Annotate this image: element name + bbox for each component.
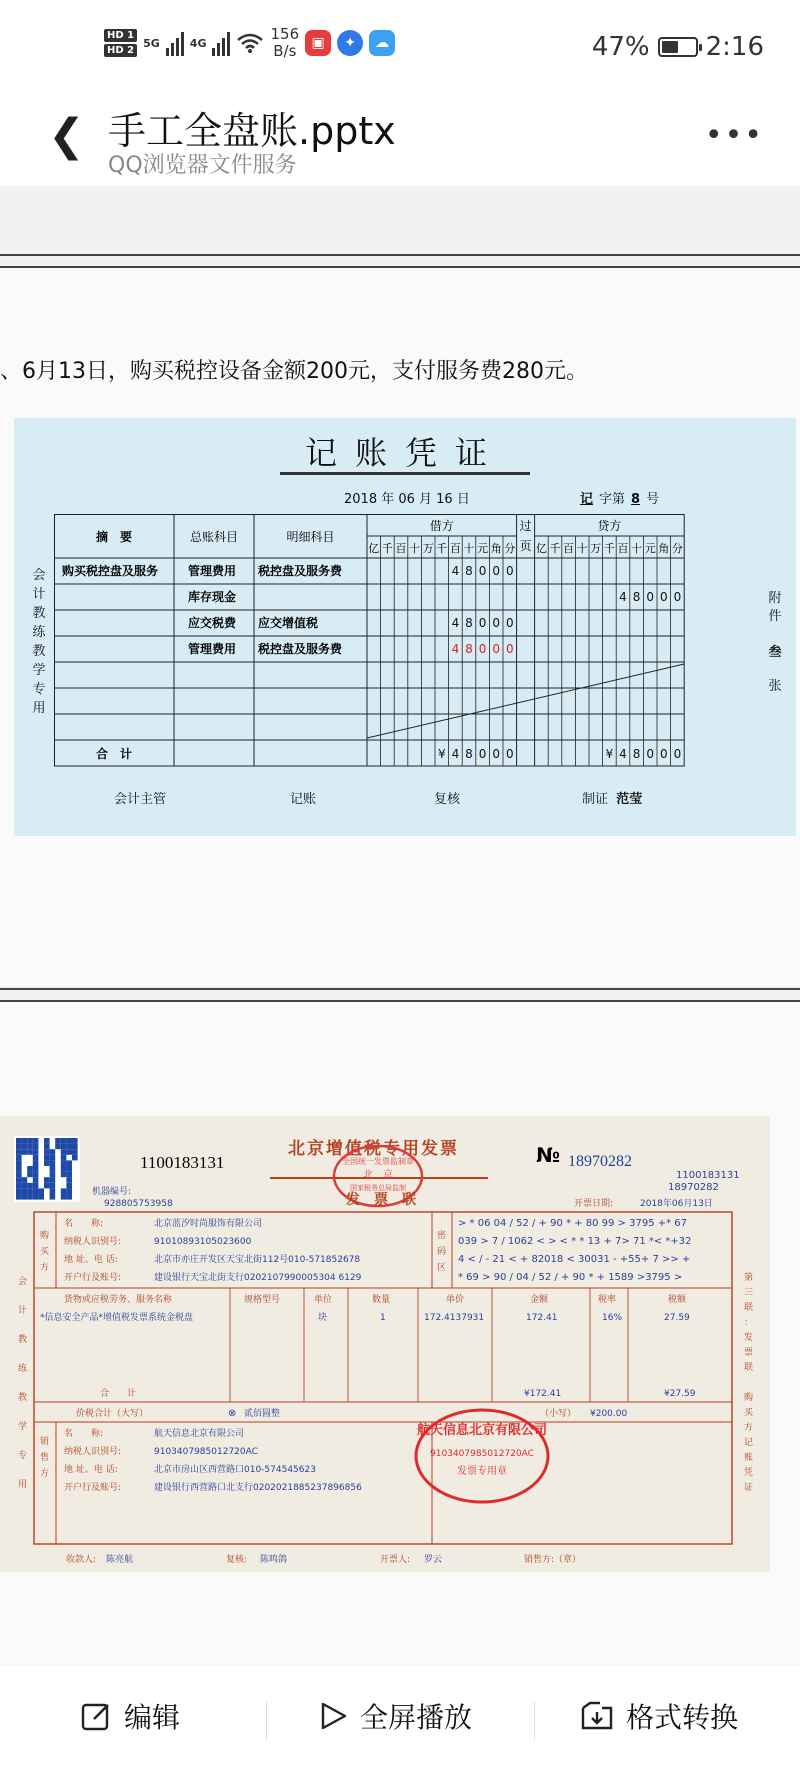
qr-cell (72, 1144, 78, 1150)
qr-cell (61, 1160, 67, 1166)
invoice-title: 北京增值税专用发票 (288, 1139, 459, 1159)
invoice-right-side-text: ： (744, 1318, 754, 1328)
row-summary: 购买税控盘及服务 (62, 564, 159, 578)
reviewer: 陈鸣鸽 (260, 1555, 288, 1565)
seller-side-label: 方 (40, 1469, 50, 1479)
amount-digit: 8 (465, 564, 473, 578)
sum-small: ¥200.00 (590, 1409, 628, 1419)
row-general: 库存现金 (188, 590, 237, 604)
invoice-right-side-text: 联 (744, 1303, 754, 1313)
digit-label: 十 (463, 542, 475, 555)
digit-label: 十 (576, 542, 588, 555)
cipher-side-label: 区 (437, 1263, 447, 1273)
machine-label: 机器编号: (92, 1187, 132, 1197)
slide-divider (0, 988, 800, 990)
signal-icon (166, 30, 184, 56)
total-tax: ¥27.59 (664, 1389, 696, 1399)
invoice-right-side-text: 记 (744, 1438, 754, 1448)
qr-cell (50, 1183, 56, 1189)
voucher-date: 2018 年 06 月 16 日 (344, 492, 470, 507)
code-right: 1100183131 (676, 1170, 740, 1181)
digit-label: 百 (563, 542, 575, 555)
amount-digit: 8 (632, 590, 641, 604)
more-icon[interactable]: ••• (704, 118, 764, 153)
qr-cell (16, 1177, 22, 1183)
attach-label: 附件 (768, 591, 782, 624)
item-qty: 1 (380, 1313, 386, 1323)
qr-cell (27, 1144, 33, 1150)
qr-cell (72, 1138, 78, 1144)
digit-label: 元 (477, 542, 489, 555)
payee: 陈亮航 (106, 1555, 134, 1565)
seller-field-label: 名 称: (64, 1429, 104, 1439)
notification-app-icon: ▣ (305, 30, 331, 56)
qr-cell (44, 1149, 50, 1155)
qr-cell (66, 1172, 72, 1178)
qr-cell (22, 1188, 28, 1194)
cipher-line: 4 < / - 21 < + 82018 < 30031 - +55+ 7 >> + (458, 1254, 691, 1265)
amount-digit: 0 (673, 747, 682, 761)
drawer: 罗云 (424, 1555, 443, 1565)
voucher-side-text: 会计教练教学专用 (32, 568, 46, 716)
item-price: 172.4137931 (424, 1313, 485, 1323)
qr-cell (66, 1183, 72, 1189)
battery-icon (658, 37, 698, 57)
amount-digit: 0 (659, 747, 668, 761)
invoice-side-text: 教 (18, 1335, 28, 1345)
col-rate: 税率 (598, 1295, 617, 1305)
buyer-side-label: 买 (40, 1247, 50, 1257)
qr-cell (61, 1144, 67, 1150)
seller-field-label: 纳税人识别号: (64, 1447, 122, 1457)
qr-cell (66, 1160, 72, 1166)
digit-label: 千 (549, 542, 561, 555)
qr-cell (50, 1188, 56, 1194)
qr-cell (66, 1188, 72, 1194)
qr-cell (16, 1188, 22, 1194)
seller-stamp-text: 航天信息北京有限公司 (416, 1423, 548, 1438)
col-debit: 借方 (429, 519, 454, 533)
reviewer-label: 复核: (226, 1555, 248, 1565)
amount-digit: 4 (451, 747, 460, 761)
digit-label: 亿 (368, 542, 380, 555)
title-bar (0, 100, 800, 186)
invoice-right-side-text: 发 (744, 1333, 754, 1343)
qr-cell (44, 1138, 50, 1144)
qr-cell (22, 1177, 28, 1183)
qr-cell (33, 1177, 39, 1183)
digit-label: 角 (658, 542, 670, 555)
buyer-side-label: 购 (40, 1231, 50, 1241)
copy-label: 发 票 联 (346, 1192, 416, 1208)
document-viewer[interactable] (0, 186, 800, 1666)
cipher-side-label: 码 (437, 1247, 447, 1257)
qr-cell (44, 1183, 50, 1189)
qr-cell (44, 1144, 50, 1150)
seller-stamp-text: 9103407985012720AC (430, 1449, 534, 1459)
qr-cell (33, 1144, 39, 1150)
voucher-title: 记账凭证 (304, 434, 505, 472)
play-icon (318, 1700, 348, 1732)
amount-digit: 0 (505, 747, 514, 761)
amount-digit: 8 (632, 747, 641, 761)
digit-label: 元 (644, 542, 656, 555)
back-icon[interactable]: ❮ (48, 110, 85, 161)
stamp-text: 北 京 (363, 1170, 393, 1181)
qr-cell (33, 1149, 39, 1155)
amount-digit: 0 (492, 642, 501, 656)
col-credit: 贷方 (597, 519, 622, 533)
amount-digit: 4 (451, 642, 460, 656)
invoice-right-side-text: 账 (744, 1453, 754, 1463)
invoice-code: 1100183131 (140, 1153, 225, 1172)
no-symbol: № (536, 1143, 561, 1167)
qr-cell (55, 1138, 61, 1144)
sim-indicator: HD 1 HD 2 (104, 29, 137, 57)
col-post: 页 (519, 539, 532, 553)
buyer-field-value: 91010893105023600 (154, 1237, 252, 1247)
digit-label: 角 (490, 542, 502, 555)
amount-digit: 8 (465, 642, 473, 656)
qr-cell (16, 1172, 22, 1178)
amount-digit: 0 (659, 590, 668, 604)
buyer-field-value: 北京市亦庄开发区天宝北街112号010-571852678 (154, 1255, 361, 1265)
convert-icon (580, 1700, 614, 1732)
qr-cell (33, 1138, 39, 1144)
digit-label: 百 (395, 542, 407, 555)
payee-label: 收款人: (66, 1555, 97, 1565)
buyer-field-label: 开户行及账号: (64, 1273, 122, 1283)
title-underline (280, 472, 530, 475)
foot-maker: 制证 范莹 (582, 792, 643, 807)
voucher-panel (14, 418, 796, 836)
amount-digit: 0 (646, 590, 655, 604)
qr-cell (66, 1194, 72, 1200)
foot-review: 复核 (434, 792, 461, 807)
cipher-line: * 69 > 90 / 04 / 52 / + 90 * + 1589 >3795 > (458, 1272, 683, 1283)
machine-no: 928805753958 (104, 1199, 173, 1209)
row-general: 管理费用 (188, 564, 237, 578)
bottom-toolbar (0, 1666, 800, 1777)
qr-cell (44, 1160, 50, 1166)
qr-cell (61, 1194, 67, 1200)
total-label: 合 计 (100, 1389, 137, 1399)
net-speed: 156 B/s (270, 25, 300, 60)
invoice-right-side-text: 联 (744, 1363, 754, 1373)
amount-digit: 4 (451, 616, 460, 630)
qr-code-icon (14, 1136, 80, 1202)
network-4g-label: 4G (189, 36, 207, 50)
seller-stamp-text: 发票专用章 (457, 1466, 507, 1477)
item-unit: 块 (318, 1313, 328, 1323)
qr-cell (22, 1149, 28, 1155)
qr-cell (38, 1188, 44, 1194)
network-5g-label: 5G (143, 36, 160, 50)
qr-cell (66, 1144, 72, 1150)
voucher-table (54, 514, 762, 792)
qr-cell (22, 1144, 28, 1150)
buyer-field-label: 名 称: (64, 1219, 104, 1229)
amount-digit: 0 (478, 564, 487, 578)
digit-label: 百 (617, 542, 629, 555)
amount-digit: 0 (505, 642, 514, 656)
qr-cell (61, 1155, 67, 1161)
col-name: 货物或应税劳务、服务名称 (64, 1295, 173, 1305)
qr-cell (50, 1177, 56, 1183)
row-detail: 税控盘及服务费 (258, 642, 343, 656)
col-qty: 数量 (372, 1295, 391, 1305)
digit-label: 分 (671, 542, 683, 555)
slide-divider (0, 254, 800, 256)
cipher-side-label: 密 (437, 1231, 447, 1241)
no-right: 18970282 (668, 1182, 719, 1193)
qr-cell (16, 1144, 22, 1150)
amount-digit: 0 (505, 616, 514, 630)
qr-cell (50, 1166, 56, 1172)
amount-digit: 4 (451, 564, 460, 578)
seller-field-value: 建设银行西营路口北支行0202021885237896856 (154, 1483, 362, 1493)
amount-digit: 0 (505, 564, 514, 578)
seller-field-value: 航天信息北京有限公司 (154, 1429, 245, 1439)
qr-cell (44, 1155, 50, 1161)
buyer-field-value: 建设银行天宝北街支行0202107990005304 6129 (154, 1273, 362, 1283)
qr-cell (50, 1172, 56, 1178)
slide-1 (0, 268, 800, 986)
qr-cell (66, 1177, 72, 1183)
seller-side-label: 销 (40, 1437, 50, 1447)
qr-cell (33, 1155, 39, 1161)
sum-label: 价税合计（大写） (76, 1409, 149, 1419)
amount-digit: 0 (673, 590, 682, 604)
date-label: 开票日期: (574, 1199, 614, 1209)
buyer-field-label: 地 址、电 话: (64, 1255, 118, 1265)
attach-zhang: 张 (768, 679, 782, 694)
col-unit: 单位 (314, 1295, 333, 1305)
row-general: 管理费用 (188, 642, 237, 656)
qr-cell (66, 1166, 72, 1172)
qr-cell (33, 1172, 39, 1178)
amount-digit: 0 (492, 747, 501, 761)
amount-digit: 0 (646, 747, 655, 761)
qr-cell (61, 1138, 67, 1144)
qr-cell (16, 1194, 22, 1200)
signal-icon-2 (212, 30, 230, 56)
item-tax: 27.59 (664, 1313, 690, 1323)
invoice-side-text: 专 (18, 1451, 28, 1461)
invoice-right-side-text: 票 (744, 1348, 754, 1358)
bulb-app-icon: ✦ (337, 30, 363, 56)
seller-side-label: 售 (40, 1453, 50, 1463)
file-title: 手工全盘账.pptx (108, 109, 396, 153)
col-summary: 摘 要 (95, 530, 133, 544)
col-spec: 规格型号 (244, 1295, 281, 1305)
buyer-side-label: 方 (40, 1263, 50, 1273)
slide-2 (0, 1002, 800, 1666)
amount-digit: 0 (478, 616, 487, 630)
qr-cell (50, 1160, 56, 1166)
qr-cell (61, 1188, 67, 1194)
seller-field-value: 9103407985012720AC (154, 1447, 258, 1457)
invoice-right-side-text: 三 (744, 1288, 754, 1298)
amount-digit: ¥ (605, 747, 614, 761)
digit-label: 亿 (535, 542, 547, 555)
digit-label: 十 (631, 542, 643, 555)
clock: 2:16 (705, 32, 764, 62)
qr-cell (27, 1194, 33, 1200)
qr-cell (50, 1155, 56, 1161)
qr-cell (50, 1194, 56, 1200)
digit-label: 十 (409, 542, 421, 555)
amount-digit: 0 (478, 747, 487, 761)
toolbar-separator (534, 1702, 535, 1740)
invoice-no: 18970282 (568, 1153, 632, 1170)
sum-circle-icon: ⊗ (228, 1408, 237, 1419)
amount-digit: 0 (478, 642, 487, 656)
invoice-side-text: 计 (18, 1306, 28, 1316)
qr-cell (27, 1172, 33, 1178)
invoice-side-text: 学 (18, 1422, 28, 1432)
buyer-field-value: 北京蓝汐时尚服饰有限公司 (154, 1219, 263, 1229)
qr-cell (33, 1160, 39, 1166)
qr-cell (33, 1166, 39, 1172)
qr-cell (16, 1183, 22, 1189)
digit-label: 百 (449, 542, 461, 555)
qr-cell (27, 1183, 33, 1189)
total-amount: ¥172.41 (524, 1389, 562, 1399)
qr-cell (72, 1155, 78, 1161)
digit-label: 千 (436, 542, 448, 555)
edit-button[interactable]: 编辑 (80, 1696, 180, 1736)
qr-cell (16, 1149, 22, 1155)
status-bar (0, 0, 800, 100)
qr-cell (16, 1160, 22, 1166)
qr-cell (61, 1166, 67, 1172)
amount-digit: 4 (619, 590, 627, 604)
invoice-right-side-text: 证 (744, 1483, 754, 1493)
item-rate: 16% (602, 1313, 623, 1323)
file-subtitle: QQ浏览器文件服务 (108, 153, 297, 178)
foot-supervisor: 会计主管 (114, 792, 167, 807)
item-name: *信息安全产品*增值税发票系统金税盘 (40, 1313, 194, 1323)
invoice-image (0, 1116, 770, 1572)
qr-cell (66, 1138, 72, 1144)
qr-cell (27, 1166, 33, 1172)
col-general: 总账科目 (189, 530, 239, 544)
amount-digit: ¥ (437, 747, 446, 761)
qr-cell (27, 1138, 33, 1144)
qr-cell (22, 1194, 28, 1200)
invoice-right-side-text: 第 (744, 1273, 754, 1283)
qr-cell (33, 1188, 39, 1194)
digit-label: 分 (504, 542, 516, 555)
toolbar-separator (266, 1702, 267, 1740)
cipher-line: > * 06 04 / 52 / + 90 * + 80 99 > 3795 +* 67 (458, 1218, 688, 1229)
qr-cell (44, 1177, 50, 1183)
seller-field-label: 地 址、电 话: (64, 1465, 118, 1475)
qr-cell (55, 1144, 61, 1150)
amount-digit: 0 (492, 564, 501, 578)
foot-bookkeeping: 记账 (290, 792, 317, 807)
voucher-number: 记 字第 8 号 (580, 492, 660, 507)
col-tax: 税额 (668, 1295, 687, 1305)
amount-digit: 8 (465, 747, 473, 761)
qr-cell (16, 1166, 22, 1172)
row-detail: 应交增值税 (258, 616, 319, 630)
invoice-right-side-text: 买 (744, 1408, 754, 1418)
invoice-side-text: 用 (18, 1480, 28, 1490)
digit-label: 千 (603, 542, 615, 555)
amount-digit: 8 (465, 616, 473, 630)
cloud-app-icon: ☁ (369, 30, 395, 56)
slide-caption: 、6月13日，购买税控设备金额200元，支付服务费280元。 (0, 359, 588, 384)
edit-icon (80, 1700, 112, 1732)
drawer-label: 开票人: (380, 1555, 411, 1565)
qr-cell (16, 1138, 22, 1144)
qr-cell (72, 1149, 78, 1155)
invoice-side-text: 教 (18, 1393, 28, 1403)
total-label: 合 计 (95, 747, 133, 761)
qr-cell (33, 1183, 39, 1189)
qr-cell (38, 1194, 44, 1200)
buyer-field-label: 纳税人识别号: (64, 1237, 122, 1247)
amount-digit: 4 (619, 747, 627, 761)
amount-digit: 0 (492, 616, 501, 630)
qr-cell (27, 1188, 33, 1194)
attach-count: 叁 (768, 645, 782, 660)
item-amount: 172.41 (526, 1313, 558, 1323)
battery-percent: 47% (591, 32, 650, 62)
row-detail: 税控盘及服务费 (258, 564, 343, 578)
invoice-right-side-text: 凭 (744, 1468, 754, 1478)
fullscreen-play-button[interactable]: 全屏播放 (318, 1696, 472, 1736)
invoice-right-side-text: 方 (744, 1423, 754, 1433)
stamp-text: 全国统一发票监制章 (342, 1157, 414, 1166)
qr-cell (33, 1194, 39, 1200)
qr-cell (27, 1149, 33, 1155)
invoice-right-side-text: 购 (744, 1393, 754, 1403)
qr-cell (16, 1155, 22, 1161)
col-detail: 明细科目 (286, 530, 335, 544)
invoice-side-text: 会 (18, 1277, 28, 1287)
sum-words: 贰佰圆整 (244, 1409, 281, 1419)
row-general: 应交税费 (188, 616, 237, 630)
cancel-diagonal (367, 664, 684, 738)
invoice-side-text: 练 (18, 1364, 28, 1374)
col-amount: 金额 (530, 1295, 549, 1305)
qr-cell (61, 1172, 67, 1178)
digit-label: 万 (590, 542, 602, 555)
wifi-icon (236, 32, 264, 54)
invoice-date: 2018年06月13日 (640, 1199, 713, 1209)
digit-label: 万 (422, 542, 434, 555)
stamp-text: 国家税务总局监制 (350, 1184, 406, 1192)
seller-field-value: 北京市房山区西营路口010-574545623 (154, 1465, 316, 1475)
format-convert-button[interactable]: 格式转换 (580, 1696, 738, 1736)
qr-cell (22, 1183, 28, 1189)
cipher-line: 039 > 7 / 1062 < > < * * 13 + 7> 71 *< *+32 (458, 1236, 692, 1247)
col-price: 单价 (446, 1295, 465, 1305)
digit-label: 千 (381, 542, 393, 555)
qr-cell (66, 1149, 72, 1155)
qr-cell (61, 1149, 67, 1155)
qr-cell (22, 1138, 28, 1144)
seller-field-label: 开户行及账号: (64, 1483, 122, 1493)
seller-sign-label: 销售方:（章） (524, 1555, 582, 1565)
sum-small-label: （小写） (540, 1409, 577, 1419)
col-post: 过 (519, 519, 532, 533)
qr-cell (50, 1149, 56, 1155)
